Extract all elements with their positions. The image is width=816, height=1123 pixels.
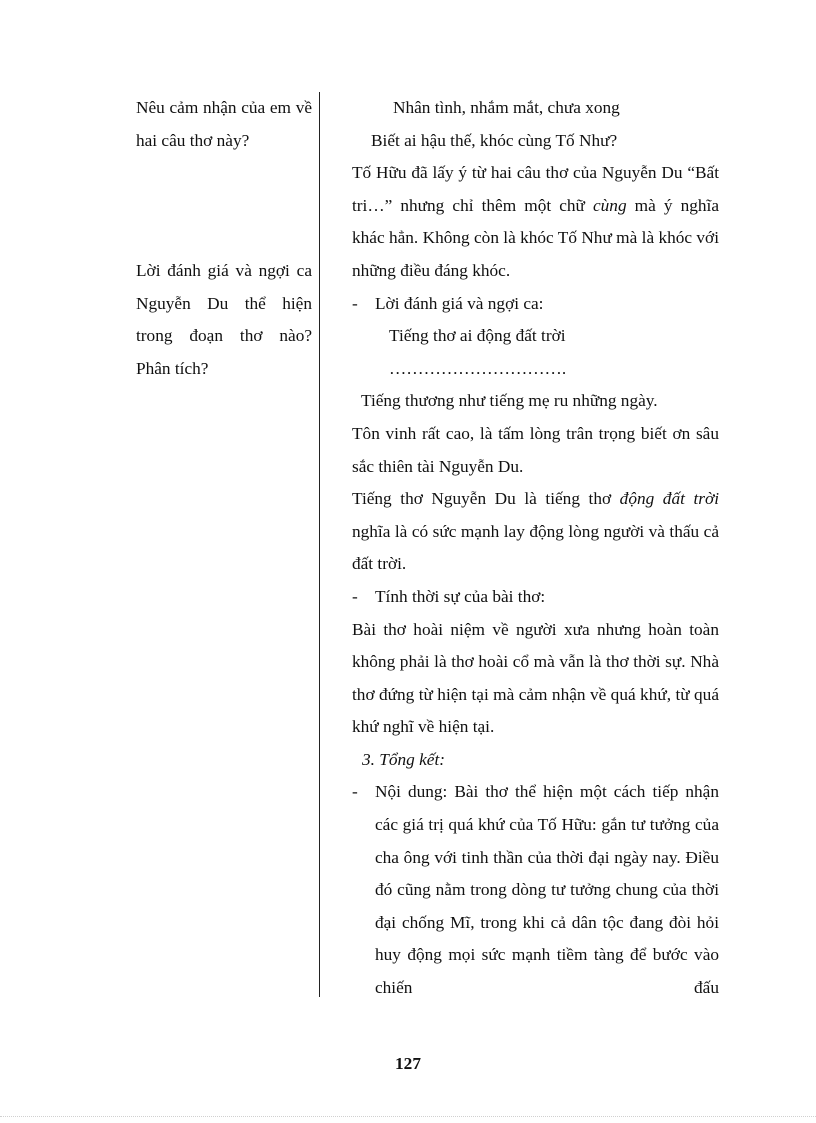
- page-bottom-border: [0, 1116, 816, 1117]
- analysis-paragraph-2: Tôn vinh rất cao, là tấm lòng trân trọng biết ơn sâu sắc thiên tài Nguyễn Du.: [352, 423, 719, 476]
- column-divider: [319, 92, 320, 997]
- bullet-dash: -: [352, 586, 358, 606]
- quote-ellipsis: ………………………….: [389, 358, 567, 378]
- analysis-paragraph-3: Tiếng thơ Nguyễn Du là tiếng thơ động đất trời nghĩa là có sức mạnh lay động lòng người và thấu cả đất trời.: [352, 489, 719, 574]
- bullet-dash: -: [352, 293, 358, 313]
- analysis-paragraph-1: Tố Hữu đã lấy ý từ hai câu thơ của Nguyễn Du “Bất tri…” nhưng chỉ thêm một chữ cùng mà ý nghĩa khác hẳn. Không còn là khóc Tố Như mà là khóc với những điều đáng khóc.: [352, 163, 720, 280]
- answers-column: [352, 92, 719, 1005]
- bullet-evaluation-label: Lời đánh giá và ngợi ca:: [375, 293, 544, 313]
- quote-line-3: Tiếng thương như tiếng mẹ ru những ngày.: [361, 391, 658, 411]
- analysis-paragraph-4: Bài thơ hoài niệm về người xưa nhưng hoàn toàn không phải là thơ hoài cổ mà vẫn là thơ thời sự. Nhà thơ đứng từ hiện tại mà cảm nhận về quá khứ, từ quá khứ nghĩ về hiện tại.: [352, 619, 719, 737]
- question-1: Nêu cảm nhận của em về hai câu thơ này?: [136, 98, 312, 150]
- bullet-content-summary: [352, 776, 719, 1004]
- bullet-evaluation: [352, 288, 719, 321]
- quote-line-1: Tiếng thơ ai động đất trời: [389, 326, 566, 346]
- question-2: Lời đánh giá và ngợi ca Nguyễn Du thể hiện trong đoạn thơ nào? Phân tích?: [136, 261, 312, 378]
- questions-column: [136, 92, 312, 378]
- page-number: 127: [395, 1054, 421, 1073]
- bullet-dash: -: [352, 782, 358, 802]
- verse-line-1: Nhân tình, nhắm mắt, chưa xong: [393, 98, 620, 117]
- bullet-topicality: [352, 581, 719, 614]
- section-heading-summary: 3. Tổng kết:: [362, 749, 446, 769]
- verse-line-2: Biết ai hậu thế, khóc cùng Tố Như?: [371, 130, 618, 150]
- bullet-topicality-label: Tính thời sự của bài thơ:: [375, 586, 546, 606]
- bullet-content-text: Nội dung: Bài thơ thể hiện một cách tiếp nhận các giá trị quá khứ của Tố Hữu: gắn tư tưởng của cha ông với tinh thần của thời đại ngày nay. Điều đó cũng nằm trong dòng tư tưởng chung của thời đại chống Mĩ, trong khi cả dân tộc đang đòi hỏi huy động mọi sức mạnh tiềm tàng để bước vào chiến đấu: [375, 782, 719, 998]
